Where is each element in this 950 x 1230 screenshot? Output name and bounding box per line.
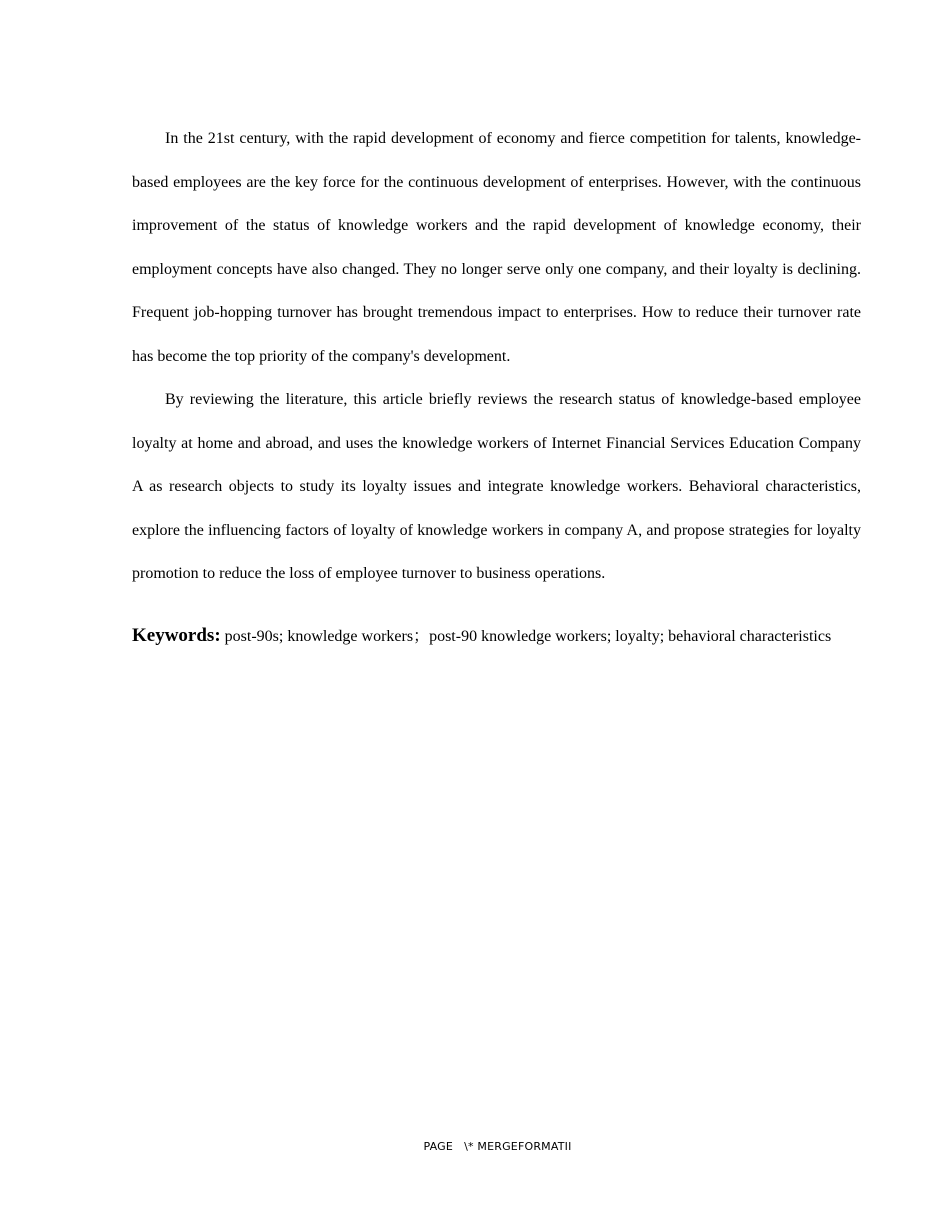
keywords-text: post-90s; knowledge workers；post-90 knowledge workers; loyalty; behavioral characteristics: [220, 628, 832, 645]
keywords-line: [132, 620, 861, 653]
page-footer: [0, 1140, 950, 1153]
keywords-label: Keywords:: [132, 625, 221, 646]
page-number-field: PAGE \* MERGEFORMATII: [423, 1140, 572, 1153]
abstract-paragraph-2: By reviewing the literature, this article briefly reviews the research status of knowledge-based employee loyalty at home and abroad, and uses the knowledge workers of Internet Financial Services Education Company A as research objects to study its loyalty issues and integrate knowledge workers. Behavioral characteristics, explore the influencing factors of loyalty of knowledge workers in company A, and propose strategies for loyalty promotion to reduce the loss of employee turnover to business operations.: [132, 391, 861, 582]
abstract-body: [132, 117, 861, 596]
abstract-paragraph-1: In the 21st century, with the rapid development of economy and fierce competition for talents, knowledge-based employees are the key force for the continuous development of enterprises. However, with the continuous improvement of the status of knowledge workers and the rapid development of knowledge economy, their employment concepts have also changed. They no longer serve only one company, and their loyalty is declining. Frequent job-hopping turnover has brought tremendous impact to enterprises. How to reduce their turnover rate has become the top priority of the company's development.: [132, 130, 861, 365]
